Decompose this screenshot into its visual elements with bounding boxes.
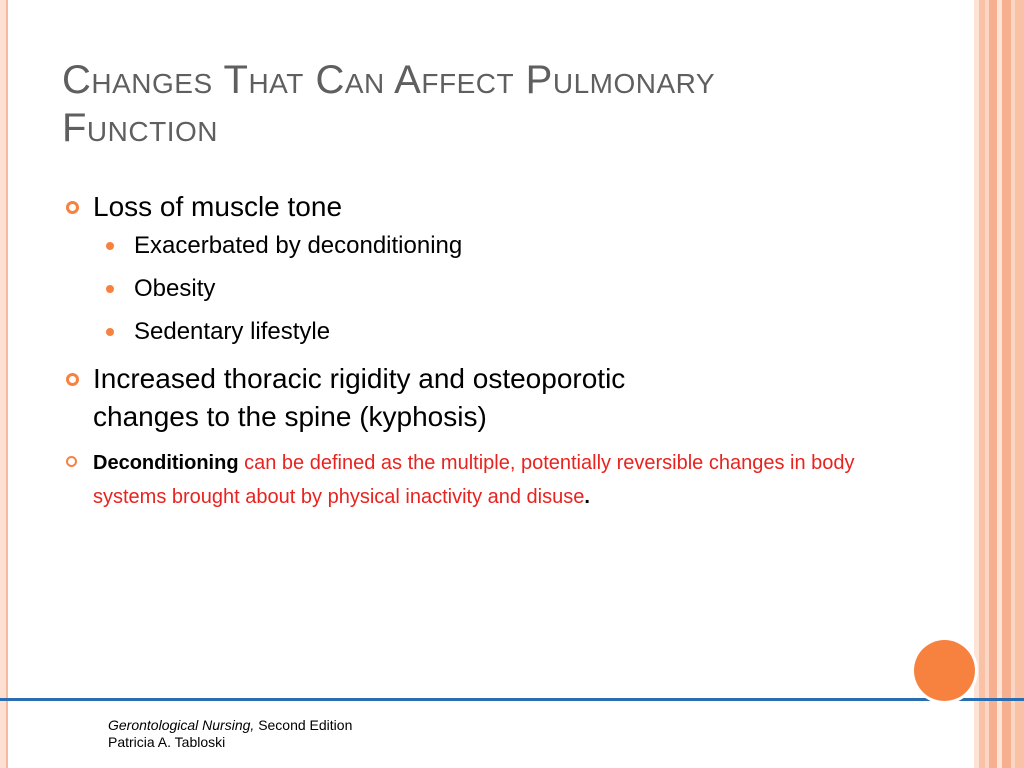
book-title: Gerontological Nursing,	[108, 717, 255, 733]
left-border-bar	[0, 0, 8, 768]
stripe	[1002, 0, 1011, 768]
footer-citation	[108, 717, 352, 751]
definition-period: .	[584, 486, 590, 508]
ring-bullet-icon	[66, 373, 79, 386]
sub-bullet-obesity	[64, 274, 894, 304]
book-author: Patricia A. Tabloski	[108, 734, 226, 750]
bullet-text-line2: changes to the spine (kyphosis)	[93, 401, 487, 432]
right-decorative-stripes	[974, 0, 1024, 768]
slide-title-line1: Changes That Can Affect Pulmonary	[62, 58, 716, 102]
dot-bullet-icon	[106, 242, 114, 250]
definition-text: can be defined as the multiple, potentially reversible changes in body systems brought about by physical inactivity and disuse	[93, 452, 855, 508]
dot-bullet-icon	[106, 285, 114, 293]
slide-title-line2: Function	[62, 106, 218, 150]
sub-bullet-sedentary	[64, 317, 894, 347]
footer-rule	[0, 698, 1024, 701]
ring-bullet-icon	[66, 201, 79, 214]
stripe	[989, 0, 997, 768]
book-edition: Second Edition	[258, 717, 353, 733]
slide-content	[64, 188, 894, 518]
sub-bullet-text: Obesity	[134, 275, 216, 302]
dot-bullet-icon	[106, 328, 114, 336]
stripe	[1015, 0, 1024, 768]
bullet-thoracic-rigidity	[64, 360, 894, 436]
sub-bullet-text: Sedentary lifestyle	[134, 318, 331, 345]
bullet-text: Loss of muscle tone	[93, 191, 343, 222]
bullet-text-line1: Increased thoracic rigidity and osteoporotic	[93, 363, 626, 394]
sub-bullet-deconditioning	[64, 231, 894, 261]
bullet-deconditioning-definition	[64, 446, 894, 514]
sub-bullet-text: Exacerbated by deconditioning	[134, 232, 463, 259]
definition-term: Deconditioning	[93, 452, 239, 474]
slide-title	[62, 56, 882, 152]
bullet-muscle-tone	[64, 188, 894, 226]
ring-bullet-icon	[66, 456, 77, 467]
decorative-circle	[914, 640, 975, 701]
